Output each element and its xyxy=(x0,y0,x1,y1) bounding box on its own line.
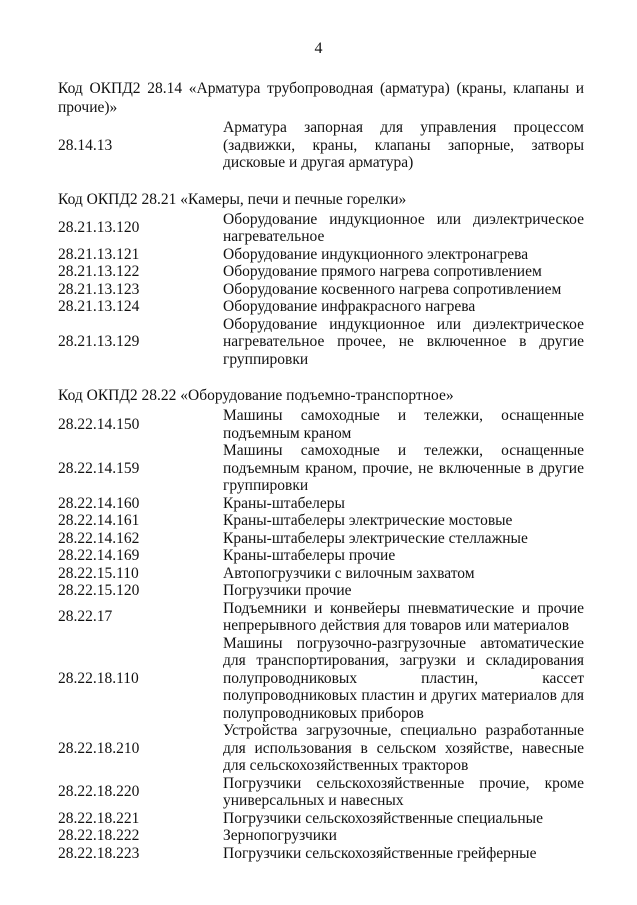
code-row xyxy=(58,246,584,264)
document-body xyxy=(58,79,584,880)
code-description: Арматура запорная для управления процессом (задвижки, краны, клапаны запорные, затворы дисковые и другая арматура) xyxy=(223,119,584,171)
okpd2-code: 28.22.14.159 xyxy=(58,459,140,477)
code-row xyxy=(58,442,584,495)
code-row xyxy=(58,565,584,583)
code-description: Автопогрузчики с вилочным захватом xyxy=(223,564,475,582)
okpd2-code: 28.22.18.223 xyxy=(58,844,140,862)
okpd2-code: 28.22.15.120 xyxy=(58,582,140,599)
okpd2-code: 28.21.13.120 xyxy=(58,219,140,237)
code-row xyxy=(58,298,584,316)
code-description: Оборудование индукционное или диэлектрическое нагревательное прочее, не включенное в другие группировки xyxy=(223,315,584,368)
section-heading: Код ОКПД2 28.22 «Оборудование подъемно-транспортное» xyxy=(58,387,454,404)
code-row xyxy=(58,775,584,810)
okpd2-code: 28.14.13 xyxy=(58,136,113,154)
code-row xyxy=(58,263,584,281)
code-description: Погрузчики прочие xyxy=(223,582,352,599)
okpd2-code: 28.22.14.169 xyxy=(58,547,140,564)
code-row xyxy=(58,495,584,513)
code-description: Подъемники и конвейеры пневматические и прочие непрерывного действия для товаров или материалов xyxy=(223,599,584,634)
code-description: Оборудование косвенного нагрева сопротивлением xyxy=(223,280,562,298)
section-28-22 xyxy=(58,386,584,862)
okpd2-code: 28.21.13.123 xyxy=(58,280,140,298)
okpd2-code: 28.22.18.220 xyxy=(58,783,140,801)
code-description: Краны-штабелеры прочие xyxy=(223,547,396,564)
okpd2-code: 28.22.15.110 xyxy=(58,564,139,582)
code-row xyxy=(58,635,584,723)
okpd2-code: 28.22.18.210 xyxy=(58,739,140,757)
code-description: Оборудование индукционного электронагрева xyxy=(223,245,529,263)
code-row xyxy=(58,827,584,845)
code-row xyxy=(58,316,584,369)
code-row xyxy=(58,407,584,442)
code-description: Оборудование индукционное или диэлектрическое нагревательное xyxy=(223,210,584,245)
section-28-14 xyxy=(58,79,584,172)
okpd2-code: 28.22.14.162 xyxy=(58,529,140,547)
okpd2-code: 28.22.14.150 xyxy=(58,415,140,433)
code-description: Машины погрузочно-разгрузочные автоматические для транспортирования, загрузки и складирования полупроводниковых пластин, кассет полупроводниковых пластин и других материалов для полупроводниковых приборов xyxy=(223,634,584,722)
okpd2-code: 28.22.18.110 xyxy=(58,669,139,687)
code-description: Краны-штабелеры электрические стеллажные xyxy=(223,529,528,547)
okpd2-code: 28.21.13.121 xyxy=(58,245,140,263)
code-row xyxy=(58,119,584,172)
code-description: Оборудование инфракрасного нагрева xyxy=(223,298,476,315)
code-description: Краны-штабелеры электрические мостовые xyxy=(223,512,513,529)
code-row xyxy=(58,547,584,565)
okpd2-code: 28.22.17 xyxy=(58,608,113,626)
code-description: Краны-штабелеры xyxy=(223,494,345,512)
okpd2-code: 28.21.13.129 xyxy=(58,333,140,350)
code-row xyxy=(58,810,584,828)
section-28-21 xyxy=(58,190,584,369)
okpd2-code: 28.21.13.122 xyxy=(58,263,140,280)
code-description: Оборудование прямого нагрева сопротивлением xyxy=(223,263,542,280)
section-heading: Код ОКПД2 28.14 «Арматура трубопроводная (арматура) (краны, клапаны и прочие)» xyxy=(58,80,584,116)
code-description: Машины самоходные и тележки, оснащенные подъемным краном xyxy=(223,407,584,442)
code-row xyxy=(58,582,584,600)
code-row xyxy=(58,512,584,530)
code-description: Погрузчики сельскохозяйственные прочие, кроме универсальных и навесных xyxy=(223,774,584,809)
code-row xyxy=(58,281,584,299)
code-description: Устройства загрузочные, специально разработанные для использования в сельском хозяйстве, навесные для сельскохозяйственных тракторов xyxy=(223,722,584,774)
okpd2-code: 28.22.18.222 xyxy=(58,827,140,844)
code-description: Погрузчики сельскохозяйственные грейферные xyxy=(223,844,537,862)
code-description: Машины самоходные и тележки, оснащенные подъемным краном, прочие, не включенные в другие группировки xyxy=(223,442,584,494)
okpd2-code: 28.22.18.221 xyxy=(58,809,140,827)
page-number: 4 xyxy=(314,40,323,57)
code-description: Погрузчики сельскохозяйственные специальные xyxy=(223,809,543,827)
okpd2-code: 28.22.14.160 xyxy=(58,494,140,512)
okpd2-code: 28.21.13.124 xyxy=(58,298,140,315)
section-heading: Код ОКПД2 28.21 «Камеры, печи и печные горелки» xyxy=(58,190,407,208)
code-row xyxy=(58,845,584,863)
code-row xyxy=(58,600,584,635)
code-row xyxy=(58,722,584,775)
okpd2-code: 28.22.14.161 xyxy=(58,512,140,529)
code-description: Зернопогрузчики xyxy=(223,827,337,844)
code-row xyxy=(58,211,584,246)
code-row xyxy=(58,530,584,548)
